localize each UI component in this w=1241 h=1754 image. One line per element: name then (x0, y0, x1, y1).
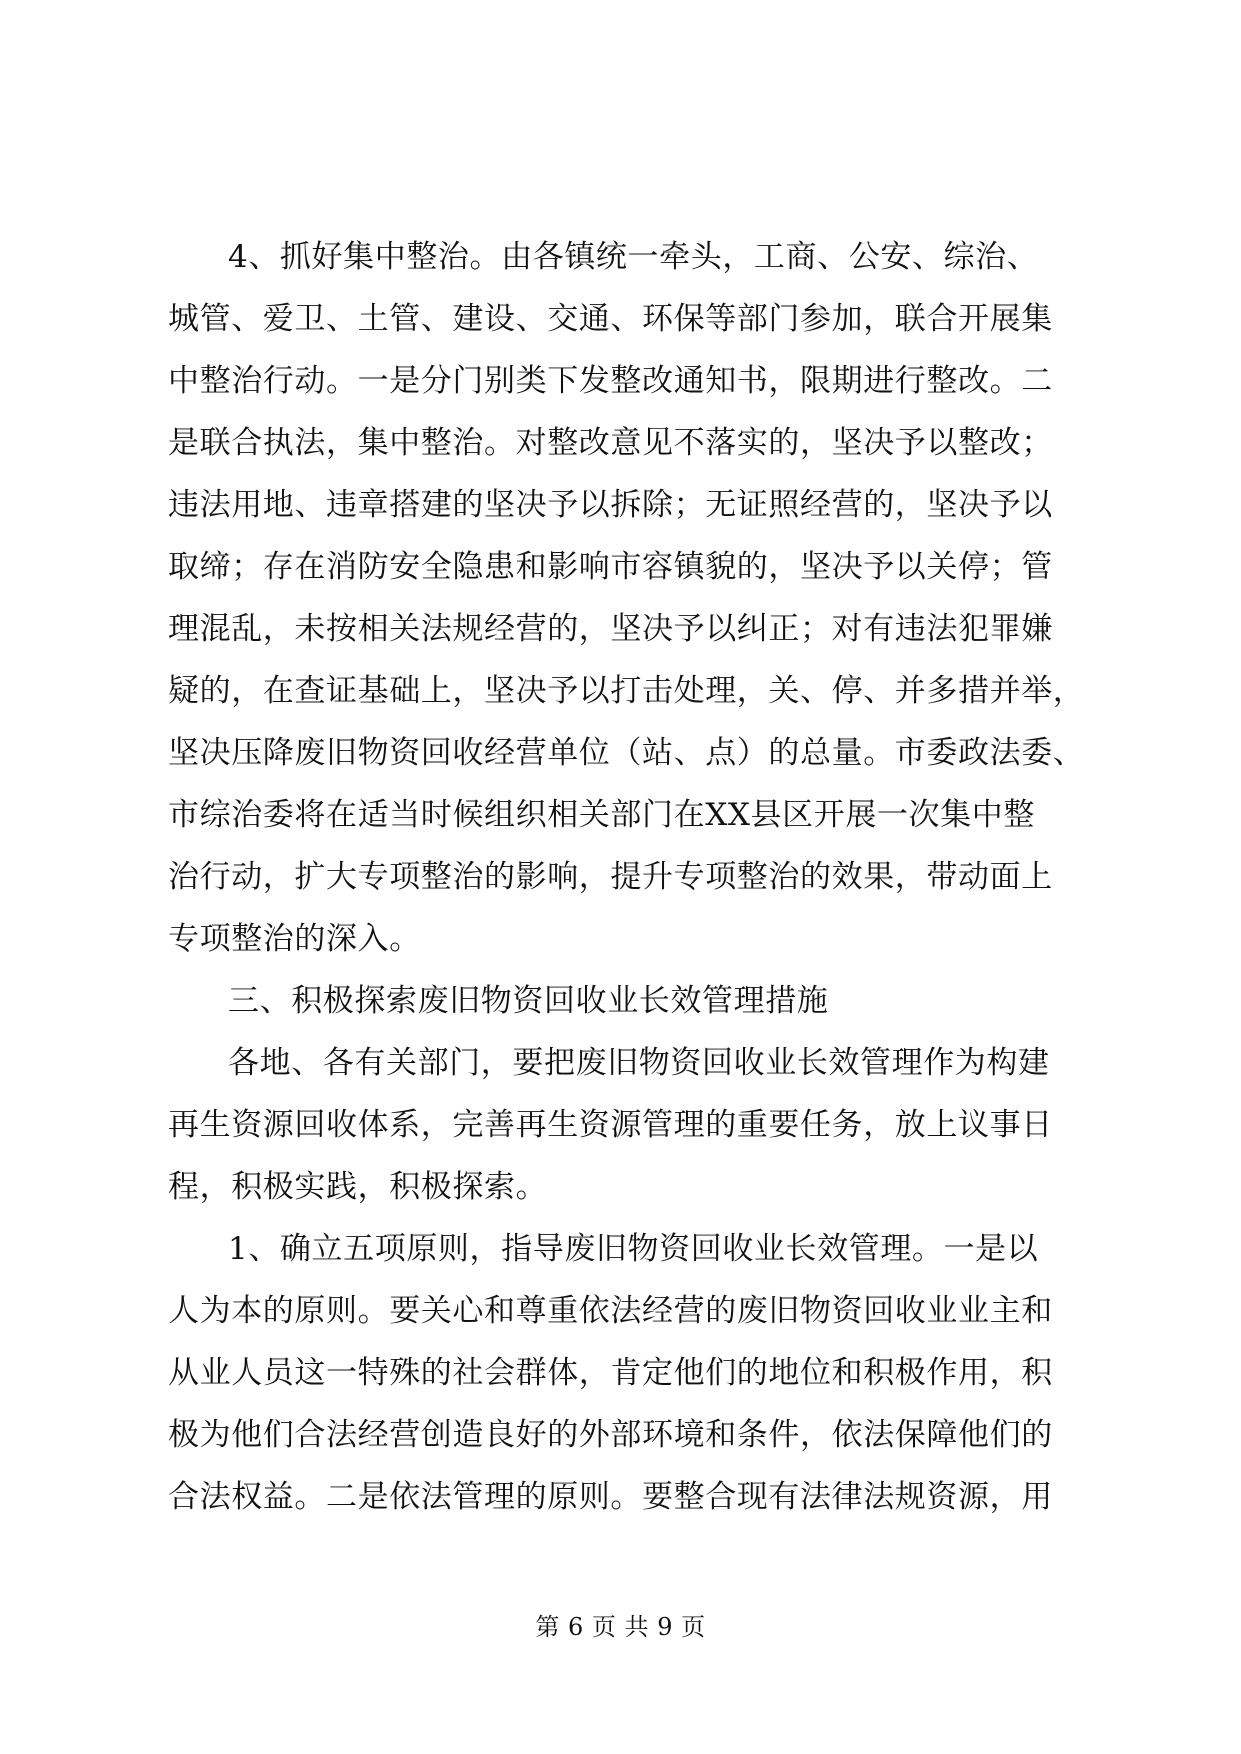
principles-paragraph-line-5: 合法权益。二是依法管理的原则。要整合现有法律法规资源，用 (168, 1479, 1053, 1515)
paragraph-4-line-4: 是联合执法，集中整治。对整改意见不落实的，坚决予以整改； (168, 425, 1053, 461)
principles-paragraph-line-3: 从业人员这一特殊的社会群体，肯定他们的地位和积极作用，积 (168, 1355, 1053, 1391)
paragraph-4-line-9: 坚决压降废旧物资回收经营单位（站、点）的总量。市委政法委、 (168, 735, 1085, 771)
paragraph-4-line-11: 治行动，扩大专项整治的影响，提升专项整治的效果，带动面上 (168, 859, 1053, 895)
paragraph-4-line-12: 专项整治的深入。 (168, 921, 421, 957)
page-number-footer: 第 6 页 共 9 页 (535, 1613, 706, 1641)
principles-paragraph-line-1: 1、确立五项原则，指导废旧物资回收业长效管理。一是以 (228, 1231, 1039, 1267)
paragraph-4-line-2: 城管、爱卫、土管、建设、交通、环保等部门参加，联合开展集 (168, 301, 1053, 337)
document-body (168, 226, 1088, 1528)
section-intro-line-2: 再生资源回收体系，完善再生资源管理的重要任务，放上议事日 (168, 1107, 1053, 1143)
paragraph-4-line-8: 疑的，在查证基础上，坚决予以打击处理，关、停、并多措并举， (168, 673, 1085, 709)
section-heading: 三、积极探索废旧物资回收业长效管理措施 (228, 983, 829, 1019)
principles-paragraph-line-4: 极为他们合法经营创造良好的外部环境和条件，依法保障他们的 (168, 1417, 1053, 1453)
principles-paragraph-line-2: 人为本的原则。要关心和尊重依法经营的废旧物资回收业业主和 (168, 1293, 1053, 1329)
paragraph-4-line-3: 中整治行动。一是分门别类下发整改通知书，限期进行整改。二 (168, 363, 1053, 399)
section-intro-line-1: 各地、各有关部门，要把废旧物资回收业长效管理作为构建 (228, 1045, 1050, 1081)
section-intro-line-3: 程，积极实践，积极探索。 (168, 1169, 548, 1205)
paragraph-4-line-7: 理混乱，未按相关法规经营的，坚决予以纠正；对有违法犯罪嫌 (168, 611, 1053, 647)
paragraph-4-line-10: 市综治委将在适当时候组织相关部门在XX县区开展一次集中整 (168, 797, 1035, 833)
paragraph-4-line-5: 违法用地、违章搭建的坚决予以拆除；无证照经营的，坚决予以 (168, 487, 1053, 523)
paragraph-4-line-6: 取缔；存在消防安全隐患和影响市容镇貌的，坚决予以关停；管 (168, 549, 1053, 585)
paragraph-4-line-1: 4、抓好集中整治。由各镇统一牵头，工商、公安、综治、 (228, 239, 1039, 275)
